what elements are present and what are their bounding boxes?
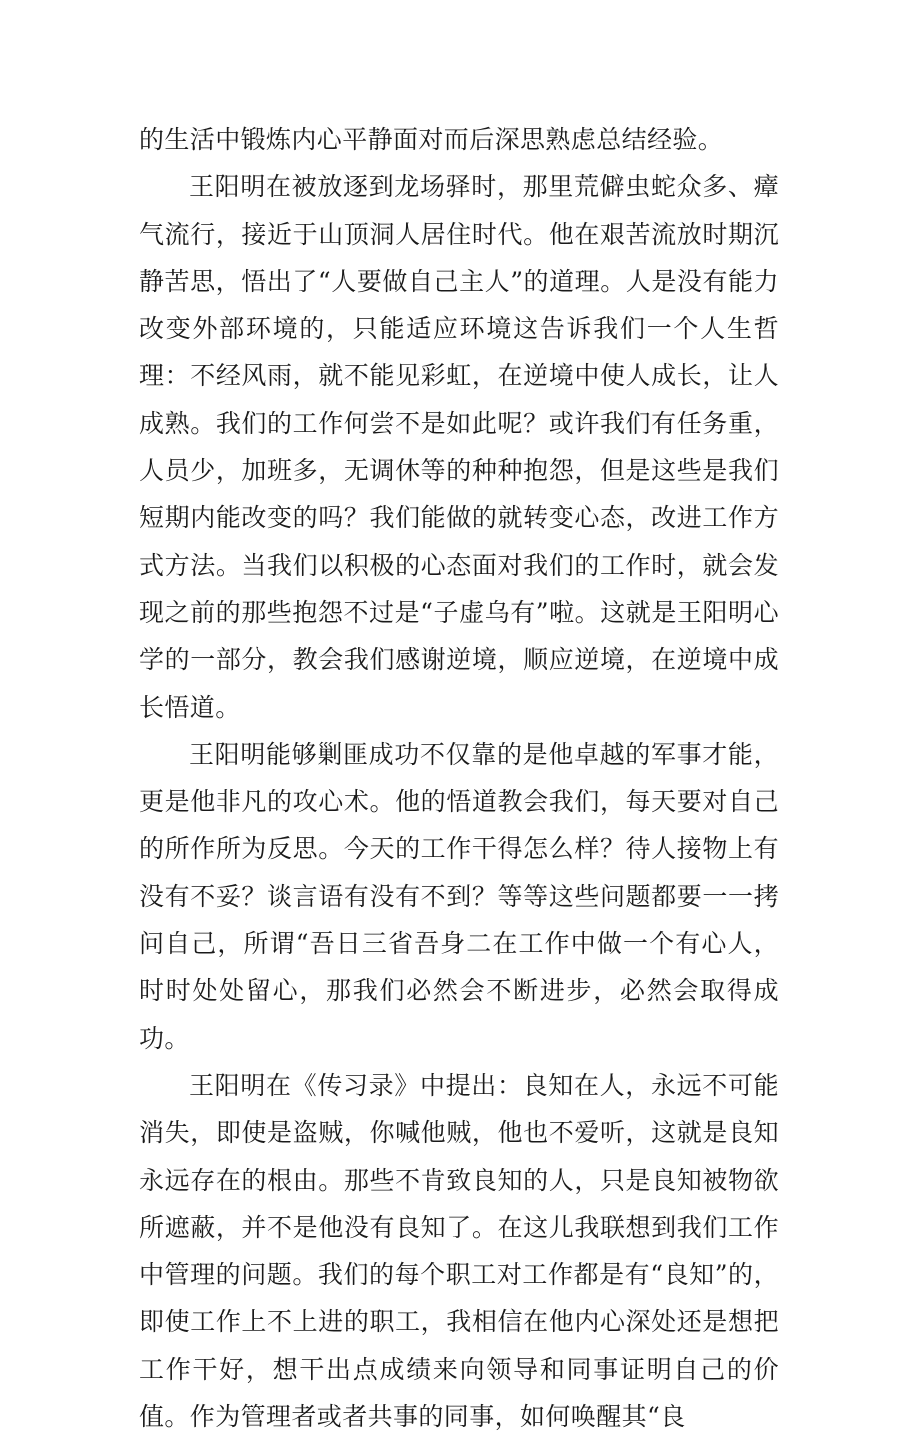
paragraph-self-reflection: 王阳明能够剿匪成功不仅靠的是他卓越的军事才能，更是他非凡的攻心术。他的悟道教会我们，每天要对自己的所作所为反思。今天的工作干得怎么样？待人接物上有没有不妥？谈言语有没有不到？等等这些问题都要一一拷问自己，所谓“吾日三省吾身二在工作中做一个有心人，时时处处留心，那我们必然会不断进步，必然会取得成功。 — [139, 739, 779, 1053]
paragraph-longchang-exile: 王阳明在被放逐到龙场驿时，那里荒僻虫蛇众多、瘴气流行，接近于山顶洞人居住时代。他在艰苦流放时期沉静苦思，悟出了“人要做自己主人”的道理。人是没有能力改变外部环境的，只能适应环境这告诉我们一个人生哲理：不经风雨，就不能见彩虹，在逆境中使人成长，让人成熟。我们的工作何尝不是如此呢？或许我们有任务重，人员少，加班多，无调休等的种种抱怨，但是这些是我们短期内能改变的吗？我们能做的就转变心态，改进工作方式方法。当我们以积极的心态面对我们的工作时，就会发现之前的那些抱怨不过是“子虚乌有”啦。这就是王阳明心学的一部分，教会我们感谢逆境，顺应逆境，在逆境中成长悟道。 — [139, 172, 779, 722]
document-body — [139, 116, 779, 1440]
paragraph-conscience: 王阳明在《传习录》中提出：良知在人，永远不可能消失，即使是盗贼，你喊他贼，他也不爱听，这就是良知永远存在的根由。那些不肯致良知的人，只是良知被物欲所遮蔽，并不是他没有良知了。在这儿我联想到我们工作中管理的问题。我们的每个职工对工作都是有“良知”的，即使工作上不上进的职工，我相信在他内心深处还是想把工作干好，想干出点成绩来向领导和同事证明自己的价值。作为管理者或者共事的同事，如何唤醒其“良 — [139, 1070, 779, 1432]
paragraph-continuation: 的生活中锻炼内心平静面对而后深思熟虑总结经验。 — [139, 125, 724, 154]
